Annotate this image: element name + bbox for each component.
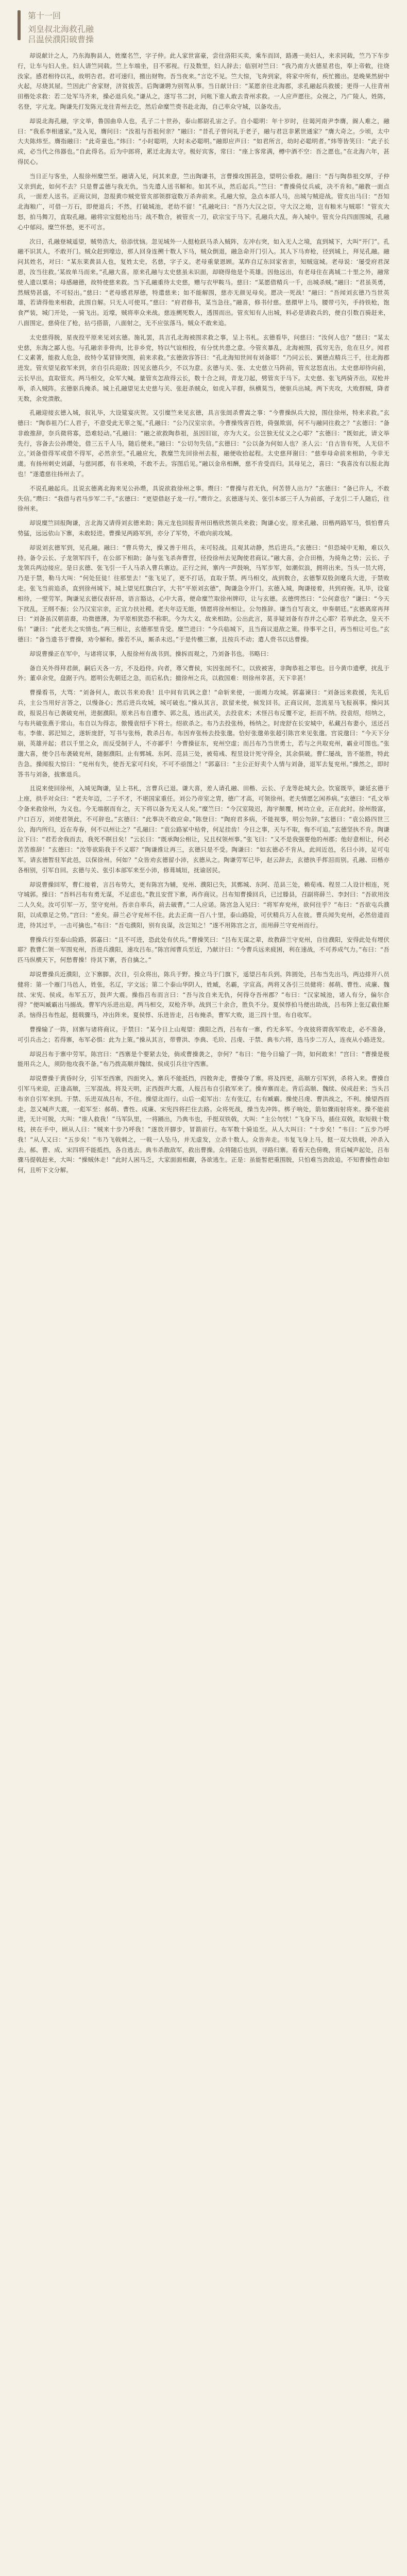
paragraph: 次日，孔融登城遥望，贼势浩大，倍添忧恼。忽见城外一人挺枪跃马杀入贼阵，左冲右突，如入无人之境，直到城下，大叫“开门”。孔融不识其人，不敢开门。贼众赶到壕边，那人回身连搠十数人下马，贼众倒退，融急命开门引入。其人下马弃枪，径到城上，拜见孔融。融问其姓名，对曰：“某东莱黄县人也，复姓太史，名慈，字子义。老母重蒙恩顾。某昨自辽东回家省亲，知贼寇城。老母说：‘屡受府君深恩，汝当往救。’某故单马而来。”孔融大喜。原来孔融与太史慈虽未识面，却晓得他是个英雄。因他远出，有老母住在离城二十里之外，融常使人遗以粟帛；母感融德，故特使慈来救。当下孔融重待太史慈，赠与衣甲鞍马。慈曰：“某愿借精兵一千，出城杀贼。”融曰：“君虽英勇，然贼势甚盛，不可轻出。”慈曰：“老母感君厚德，特遣慈来；如不能解围，慈亦无颜见母矣。愿决一死战！”融曰：“吾闻刘玄德乃当世英雄，若请得他来相救，此围自解。只无人可使耳。”慈曰：“府君修书，某当急往。”融喜，修书付慈。慈擐甲上马，腰带弓矢，手持铁枪，饱食严装，城门开处，一骑飞出。近壕，贼将率众来战。慈连搠死数人，透围而出。管亥知有人出城，料必是请救兵的，便自引数百骑赶来，八面围定。慈倚住了枪，拈弓搭箭，八面射之，无不应弦落马。贼众不敢来追。	[18, 238, 389, 327]
chapter-number: 第十一回	[28, 11, 61, 21]
chapter-header	[18, 9, 389, 45]
paragraph: 却说曹操回军，曹仁接着，言吕布势大，更有陈宫为辅，兖州、濮阳已失，其鄄城、东阿、范县三处，赖荀彧、程昱二人设计相连，死守城郭。操曰：“吾料吕布有勇无谋，不足虑也。”教且安营下寨，再作商议。吕布知曹操回兵，已过滕县，召副将薛兰、李封曰：“吾欲用汝二人久矣。汝可引军一万，坚守兖州。吾亲自率兵，前去破曹。”二人应诺。陈宫急入见曰：“将军弃兖州，欲何往乎？”布曰：“吾欲屯兵濮阳，以成鼎足之势。”宫曰：“差矣。薛兰必守兖州不住。此去正南一百八十里，泰山路险，可伏精兵万人在彼。曹兵闻失兖州，必然倍道而进，待其过半，一击可擒也。”布曰：“吾屯濮阳，别有良谋，汝岂知之！”遂不用陈宫之言，而用薛兰守兖州而行。	[18, 880, 389, 929]
chapter-subtitle-line-2: 吕温侯濮阳破曹操	[28, 35, 94, 44]
paragraph: 却说曹操于黄昏时分，引军至西寨，四面突入。寨兵不能抵挡，四散奔走，曹操夺了寨。将及四更，高顺方引军到，杀将入来。曹操自引军马来迎，正逢高顺，三军混战。将及天明，正西鼓声大震，人报吕布自引救军来了。操弃寨而走。背后高顺、魏续、侯成赶来；当头吕布亲自引军来到。于禁、乐进双战吕布，不住。操望北而行。山后一彪军出：左有张辽，右有臧霸。操使吕虔、曹洪战之，不利。操望西而走。忽又喊声大震，一彪军至：郝萌、曹性、成廉、宋宪四将拦住去路。众将死战，操当先冲阵。梆子响处，箭如骤雨射将来。操不能前进，无计可脱，大叫：“谁人救我！”马军队里，一将踊出，乃典韦也，手挺双铁戟，大叫：“主公勿忧！”飞身下马，插住双戟，取短戟十数枝，挟在手中，顾从人曰：“贼来十步乃呼我！”遂放开脚步，冒箭前行。布军数十骑追至。从人大叫曰：“十步矣！”韦曰：“五步乃呼我！”从人又曰：“五步矣！”韦乃飞戟刺之，一戟一人坠马，并无虚发，立杀十数人。众皆奔走。韦复飞身上马，挺一双大铁戟，冲杀入去。郝、曹、成、宋四将不能抵挡，各自逃去。典韦杀散敌军，救出曹操。众将随后也到，寻路归寨。看看天色傍晚，背后喊声起处，吕布骤马提戟赶来，大叫：“操贼休走！”此时人困马乏，大家面面相觑，各欲逃生。正是：虽能暂把重围脱，只怕难当劲敌追。不知曹操性命如何，且听下文分解。	[18, 1075, 389, 1174]
paragraph: 孔融迎接玄德入城，叙礼毕，大设筵宴庆贺。又引糜竺来见玄德，具言张闿杀曹嵩之事：“今曹操纵兵大掠，围住徐州，特来求救。”玄德曰：“陶恭祖乃仁人君子，不意受此无辜之冤。”孔融曰：“公乃汉室宗亲。今曹操残害百姓，倚强欺弱，何不与融同往救之？”玄德曰：“备非敢推辞，奈兵微将寡，恐难轻动。”孔融曰：“融之欲救陶恭祖，虽因旧谊，亦为大义。公岂独无仗义之心耶？”玄德曰：“既如此，请文举先行，容备去公孙瓒处，借三五千人马，随后便来。”融曰：“公切勿失信。”玄德曰：“公以备为何如人也？圣人云：‘自古皆有死，人无信不立。’刘备借得军或借不得军，必然亲至。”孔融应允，教糜竺先回徐州去报，融便收拾起程。太史慈拜谢曰：“慈奉母命前来相助，今幸无虞。有扬州刺史刘繇，与慈同郡，有书来唤，不敢不去。容图后见。”融以金帛相酬，慈不肯受而归。其母见之，喜曰：“我喜汝有以报北海也！”遂遣慈往扬州去了。	[18, 409, 389, 478]
paragraph: 却说曹操兵近濮阳，立下寨脚。次日，引众将出，陈兵于野。操立马于门旗下，遥望吕布兵到。阵圆处，吕布当先出马，两边排开八员健将：第一个雁门马邑人，姓张，名辽，字文远；第二个泰山华阴人，姓臧，名霸，字宣高。两将又各引三员健将：郝萌、曹性、成廉、魏续、宋宪、侯成。布军五万，鼓声大震。操指吕布而言曰：“吾与汝自来无仇，何得夺吾州郡？”布曰：“汉家城池，诸人有分，偏尔合得？”便叫臧霸出马搦战。曹军内乐进出迎。两马相交，双枪齐举。战到三十余合，胜负不分。夏侯惇拍马便出助战，吕布阵上张辽截住厮杀。恼得吕布性起，挺戟骤马，冲出阵来。夏侯惇、乐进皆走，吕布掩杀，曹军大败，退三四十里。布自收军。	[18, 970, 389, 1019]
paragraph: 备自关外得拜君颜，嗣后天各一方，不及趋侍。向者，尊父曹侯，实因张闿不仁，以致被害，非陶恭祖之罪也。目今黄巾遗孽，扰乱于外；董卓余党，盘踞于内。愿明公先朝廷之急，而后私仇；撤徐州之兵，以救国难：则徐州幸甚，天下幸甚！	[18, 664, 389, 682]
paragraph: 却说糜竺回报陶谦，言北海又请得刘玄德来助；陈元龙也回报青州田楷欣然领兵来救；陶谦心安。原来孔融、田楷两路军马，惧怕曹兵势猛，远远依山下寨，未敢轻进。曹操见两路军到，亦分了军势，不敢向前攻城。	[18, 519, 389, 537]
paragraph: 曹操兵行至泰山险路，郭嘉曰：“且不可进，恐此处有伏兵。”曹操笑曰：“吕布无谋之辈，故教薛兰守兖州，自往濮阳，安得此处有埋伏耶？教曹仁领一军围兖州，吾进兵濮阳，速攻吕布。”陈宫闻曹兵至近，乃献计曰：“今曹兵远来疲困，利在速战，不可养成气力。”布曰：“吾匹马纵横天下，何愁曹操！待其下寨，吾自擒之。”	[18, 936, 389, 964]
paragraph: 太史慈得脱，星夜投平原来见刘玄德。施礼罢，具言孔北海被围求救之事，呈上书札。玄德看毕，问慈曰：“汝何人也？”慈曰：“某太史慈，东海之鄙人也。与孔融亲非骨肉，比非乡党，特以气谊相投，有分忧共患之意。今管亥暴乱，北海被围，孤穷无告，危在旦夕。闻君仁义素著，能救人危急，故特令某冒锋突围，前来求救。”玄德敛容答曰：“孔北海知世间有刘备耶！”乃同云长、翼德点精兵三千，往北海郡进发。管亥望见救军来到，亲自引兵迎敌；因见玄德兵少，不以为意。玄德与关、张、太史慈立马阵前，管亥忿怒直出。太史慈却待向前，云长早出，直取管亥。两马相交，众军大喊。量管亥怎敌得云长，数十合之间，青龙刀起，劈管亥于马下。太史慈、张飞两骑齐出，双枪并举，杀入贼阵。玄德驱兵掩杀。城上孔融望见太史慈与关、张赶杀贼众，如虎入羊群，纵横莫当，便驱兵出城。两下夹攻，大败群贼，降者无数，余党溃散。	[18, 333, 389, 402]
paragraph: 却说献计之人，乃东海朐县人，姓糜名竺，字子仲。此人家世富豪，尝往洛阳买卖，乘车而回，路遇一美妇人，来求同载，竺乃下车步行，让车与妇人坐。妇人请竺同载。竺上车端坐，目不邪视。行及数里，妇人辞去；临别对竺曰：“我乃南方火德星君也，奉上帝敕，往烧汝家。感君相待以礼，故明告君。君可速归，搬出财物。吾当夜来。”言讫不见。竺大惊，飞奔到家，将家中所有，疾忙搬出。是晚果然厨中火起，尽烧其屋。竺因此广舍家财，济贫拔苦。后陶谦聘为别驾从事。当日献计曰：“某愿亲往北海郡，求孔融起兵救援；更得一人往青州田楷处求救：若二处军马齐来，操必退兵矣。”谦从之，遂写书二封，问帐下谁人敢去青州求救。一人应声愿往。众视之，乃广陵人，姓陈，名登，字元龙。陶谦先打发陈元龙往青州去讫，然后命糜竺赍书赴北海，自己率众守城，以备攻击。	[18, 52, 389, 110]
paragraph: 却说吕布于寨中劳军。陈宫曰：“西寨是个要紧去处，倘或曹操袭之，奈何？”布曰：“他今日输了一阵，如何敢来！”宫曰：“曹操是极能用兵之人，须防他攻我不备。”布乃拨高顺并魏续、侯成引兵往守西寨。	[18, 1050, 389, 1068]
title-accent-bar	[18, 10, 21, 40]
paragraph: 曹操输了一阵，回寨与诸将商议。于禁曰：“某今日上山观望：濮阳之西，吕布有一寨，约无多军。今夜彼将谓我军败走，必不准备，可引兵击之；若得寨，布军必惧：此为上策。”操从其言，带曹洪、李典、毛玠、吕虔、于禁、典韦六将，选马步二万人，连夜从小路进发。	[18, 1025, 389, 1043]
chapter-body	[18, 51, 389, 1176]
paragraph: 曹操看书，大骂：“刘备何人，敢以书来劝我！且中间有讥讽之意！”命斩来使，一面竭力攻城。郭嘉谏曰：“刘备远来救援，先礼后兵，主公当用好言答之，以慢备心；然后进兵攻城，城可破也。”操从其言，款留来使，候发回书。正商议间，忽流星马飞报祸事。操问其故，报说吕布已袭破兖州，进据濮阳。原来吕布自遭李、郭之乱，逃出武关，去投袁术；术怪吕布反覆不定，拒而不纳。投袁绍，绍纳之，与布共破张燕于常山。布自以为得志，傲慢袁绍手下将士。绍欲杀之。布乃去投张杨，杨纳之。时庞舒在长安城中，私藏吕布妻小，送还吕布。李傕、郭汜知之，遂斩庞舒，写书与张杨，教杀吕布。布因弃张杨去投张邈。恰好张邈弟张超引陈宫来见张邈。宫说邈曰：“今天下分崩，英雄并起；君以千里之众，而反受制于人，不亦鄙乎！今曹操征东，兖州空虚；而吕布乃当世勇士，若与之共取兖州，霸业可图也。”张邈大喜，便令吕布袭破兖州，随据濮阳。止有鄄城、东阿、范县三处，被荀彧、程昱设计死守得全，其余俱破。曹仁屡战，皆不能胜，特此告急。操闻报大惊曰：“兖州有失，使吾无家可归矣，不可不亟图之！”郭嘉曰：“主公正好卖个人情与刘备，退军去复兖州。”操然之，即时答书与刘备，拔寨退兵。	[18, 689, 389, 778]
paragraph: 却说北海孔融，字文举，鲁国曲阜人也，孔子二十世孙，泰山都尉孔宙之子。自小聪明：年十岁时，往谒河南尹李膺，阍人难之，融曰：“我系李相通家。”及入见，膺问曰：“汝祖与吾祖何亲？”融曰：“昔孔子曾问礼于老子，融与君岂非累世通家？”膺大奇之。少顷，太中大夫陈炜至。膺指融曰：“此奇童也。”炜曰：“小时聪明，大时未必聪明。”融即应声曰：“如君所言，幼时必聪明者。”炜等皆笑曰：“此子长成，必当代之伟器也。”自此得名。后为中郎将，累迁北海太守。极好宾客，常曰：“座上客常满，樽中酒不空：吾之愿也。”在北海六年，甚得民心。	[18, 117, 389, 165]
paragraph: 不说孔融起兵。且说玄德离北海来见公孙瓒，具说欲救徐州之事。瓒曰：“曹操与君无仇，何苦替人出力？”玄德曰：“备已许人，不敢失信。”瓒曰：“我借与君马步军二千。”玄德曰：“更望借赵子龙一行。”瓒许之。玄德遂与关、张引本部三千人为前部，子龙引二千人随后，往徐州来。	[18, 484, 389, 513]
chapter-subtitle-line-1: 刘皇叔北海救孔融	[28, 24, 94, 34]
paragraph: 却说曹操正在军中，与诸将议事，人报徐州有战书到。操拆而观之，乃刘备书也。书略曰：	[29, 650, 273, 657]
paragraph: 却说刘玄德军到，见孔融。融曰：“曹兵势大，操又善于用兵，未可轻战。且观其动静，然后进兵。”玄德曰：“但恐城中无粮，难以久持。备令云长、子龙领军四千，在公部下相助；备与张飞杀奔曹营，径投徐州去见陶使君商议。”融大喜，会合田楷，为掎角之势；云长、子龙领兵两边接应。是日玄德、张飞引一千人马杀入曹兵寨边。正行之间，寨内一声鼓响，马军步军，如潮似浪，拥将出来。当头一员大将，乃是于禁，勒马大叫：“何处狂徒！往那里去！”张飞见了，更不打话，直取于禁。两马相交，战到数合，玄德掣双股剑麾兵大进，于禁败走。张飞当前追杀，直到徐州城下。城上望见红旗白字，大书“平原刘玄德”，陶谦急令开门。玄德入城，陶谦接着，共到府衙。礼毕，设宴相待，一壁劳军。陶谦见玄德仪表轩昂，语言豁达，心中大喜，便命糜竺取徐州牌印，让与玄德。玄德愕然曰：“公何意也？”谦曰：“今天下扰乱，王纲不振；公乃汉室宗亲，正宜力扶社稷。老夫年迈无能，情愿将徐州相让。公勿推辞。谦当自写表文，申奏朝廷。”玄德离席再拜曰：“刘备虽汉朝苗裔，功微德薄，为平原相犹恐不称职。今为大义，故来相助。公出此言，莫非疑刘备有吞并之心耶？若举此念，皇天不佑！”谦曰：“此老夫之实情也。”再三相让，玄德那里肯受。糜竺进曰：“今兵临城下，且当商议退敌之策。待事平之日，再当相让可也。”玄德曰：“备当遗书于曹操，劝令解和。操若不从，厮杀未迟。”于是传檄三寨，且按兵不动；遣人赍书以达曹操。	[18, 544, 389, 643]
paragraph: 且说来使回徐州，入城见陶谦，呈上书札，言曹兵已退。谦大喜，差人请孔融、田楷、云长、子龙等赴城大会。饮宴既毕，谦延玄德于上座，拱手对众曰：“老夫年迈，二子不才，不堪国家重任。刘公乃帝室之胄，德广才高，可领徐州。老夫情愿乞闲养病。”玄德曰：“孔文举令备来救徐州，为义也。今无端据而有之，天下将以备为无义人矣。”糜竺曰：“今汉室陵迟，海宇颠覆，树功立业，正在此时。徐州殷富，户口百万，刘使君领此，不可辞也。”玄德曰：“此事决不敢应命。”陈登曰：“陶府君多病，不能视事，明公勿辞。”玄德曰：“袁公路四世三公，海内所归，近在寿春，何不以州让之？”孔融曰：“袁公路冢中枯骨，何足挂齿！今日之事，天与不取，悔不可追。”玄德坚执不肯。陶谦泣下曰：“君若舍我而去，我死不瞑目矣！”云长曰：“既承陶公相让，兄且权领州事。”张飞曰：“又不是我强要他的州郡；他好意相让，何必苦苦推辞！”玄德曰：“汝等欲陷我于不义耶？”陶谦推让再三，玄德只是不受。陶谦曰：“如玄德必不肯从，此间近邑，名曰小沛，足可屯军。请玄德暂驻军此邑，以保徐州。何如？”众皆劝玄德留小沛，玄德从之。陶谦劳军已毕，赵云辞去，玄德执手挥泪而别。孔融、田楷亦各相别，引军自回。玄德与关、张引本部军来至小沛，修葺城垣，抚谕居民。	[18, 785, 389, 874]
title-text	[28, 9, 94, 45]
paragraph: 当日正与客坐，人报徐州糜竺至。融请入见，问其来意，竺出陶谦书，言曹操攻围甚急，望明公垂救。融曰：“吾与陶恭祖交厚，子仲又亲到此，如何不去？只是曹孟德与我无仇，当先遣人送书解和。如其不从，然后起兵。”竺曰：“曹操倚仗兵威，决不肯和。”融教一面点兵，一面差人送书。正商议间，忽报黄巾贼党管亥部领群寇数万杀奔前来。孔融大惊，急点本部人马，出城与贼迎战。管亥出马曰：“吾知北海粮广，可借一万石，即便退兵；不然，打破城池，老幼不留！”孔融叱曰：“吾乃大汉之臣，守大汉之地，岂有粮米与贼耶！”管亥大怒，拍马舞刀，直取孔融。融将宗宝挺枪出马；战不数合，被管亥一刀，砍宗宝于马下。孔融兵大乱，奔入城中。管亥分兵四面围城，孔融心中郁闷。糜竺怀愁，更不可言。	[18, 172, 389, 231]
